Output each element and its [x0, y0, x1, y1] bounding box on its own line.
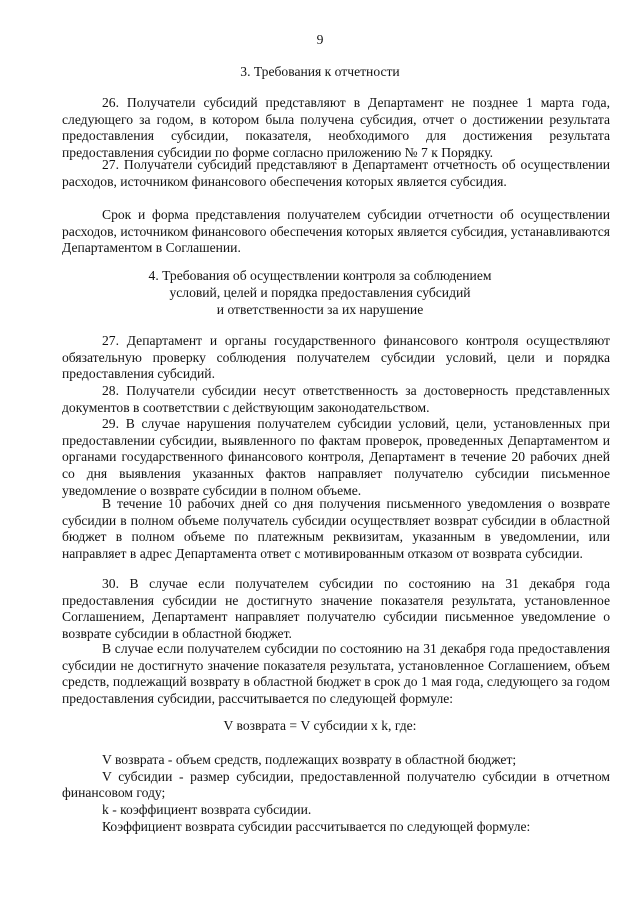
- definition-k: k - коэффициент возврата субсидии.: [102, 802, 312, 818]
- paragraph-coefficient-formula: Коэффициент возврата субсидии рассчитывается по следующей формуле:: [102, 818, 531, 834]
- section-4-heading-line-2: условий, целей и порядка предоставления субсидий: [169, 285, 471, 300]
- section-4-heading-line-1: 4. Требования об осуществлении контроля за соблюдением: [148, 268, 492, 283]
- paragraph-29-refund: В течение 10 рабочих дней со дня получения письменного уведомления о возврате субсидии в полном объеме получатель субсидии осуществляет возврат субсидии в областной бюджет в полном объеме по платежным реквизитам, указанным в уведомлении, или направляет в адрес Департамента ответ с мотивированным отказом от возврата субсидии.: [62, 496, 610, 562]
- paragraph-27-deadline: Срок и форма представления получателем субсидии отчетности об осуществлении расходов, источником финансового обеспечения которых является субсидия, устанавливаются Департаментом в Соглашении.: [62, 207, 610, 256]
- paragraph-27-reporting: 27. Получатели субсидий представляют в Департамент отчетность об осуществлении расходов, источником финансового обеспечения которых является субсидия.: [62, 157, 610, 189]
- paragraph-30: 30. В случае если получателем субсидии по состоянию на 31 декабря года предоставления субсидии не достигнуто значение показателя результата, установленное Соглашением, Департамент направляет получателю субсидии письменное уведомление о возврате субсидии в областной бюджет.: [62, 576, 610, 642]
- refund-formula: V возврата = V субсидии x k, где:: [223, 718, 417, 733]
- paragraph-29: 29. В случае нарушения получателем субсидии условий, цели, установленных при предоставлении субсидии, выявленного по фактам проверок, проведенных Департаментом и органами государственного финансового контроля, Департамент в течение 20 рабочих дней со дня выявления указанных фактов направляет получателю субсидии письменное уведомление о возврате субсидии в полном объеме.: [62, 416, 610, 498]
- definition-v-refund: V возврата - объем средств, подлежащих возврату в областной бюджет;: [102, 752, 517, 767]
- section-4-heading-line-3: и ответственности за их нарушение: [216, 302, 424, 317]
- formula-definitions: [62, 752, 610, 836]
- paragraph-26: 26. Получатели субсидий представляют в Департамент не позднее 1 марта года, следующего за годом, в котором была получена субсидия, отчет о достижении результата предоставления субсидии, показателя, необходимого для достижения результата предоставления субсидии по форме согласно приложению № 7 к Порядку.: [62, 95, 610, 161]
- definition-v-subsidy: V субсидии - размер субсидии, предоставленной получателю субсидии в отчетном финансовом году;: [62, 768, 610, 801]
- paragraph-28: 28. Получатели субсидии несут ответственность за достоверность представленных документов в соответствии с действующим законодательством.: [62, 383, 610, 415]
- page-number: 9: [316, 32, 324, 47]
- paragraph-27-control: 27. Департамент и органы государственного финансового контроля осуществляют обязательную проверку соблюдения получателем субсидии условий, цели и порядка предоставления субсидий.: [62, 333, 610, 382]
- paragraph-30-calculation: В случае если получателем субсидии по состоянию на 31 декабря года предоставления субсидии не достигнуто значение показателя результата, установленное Соглашением, объем средств, подлежащий возврату в областной бюджет в срок до 1 мая года, следующего за годом предоставления субсидии, рассчитывается по следующей формуле:: [62, 641, 610, 707]
- section-3-heading: 3. Требования к отчетности: [240, 64, 400, 79]
